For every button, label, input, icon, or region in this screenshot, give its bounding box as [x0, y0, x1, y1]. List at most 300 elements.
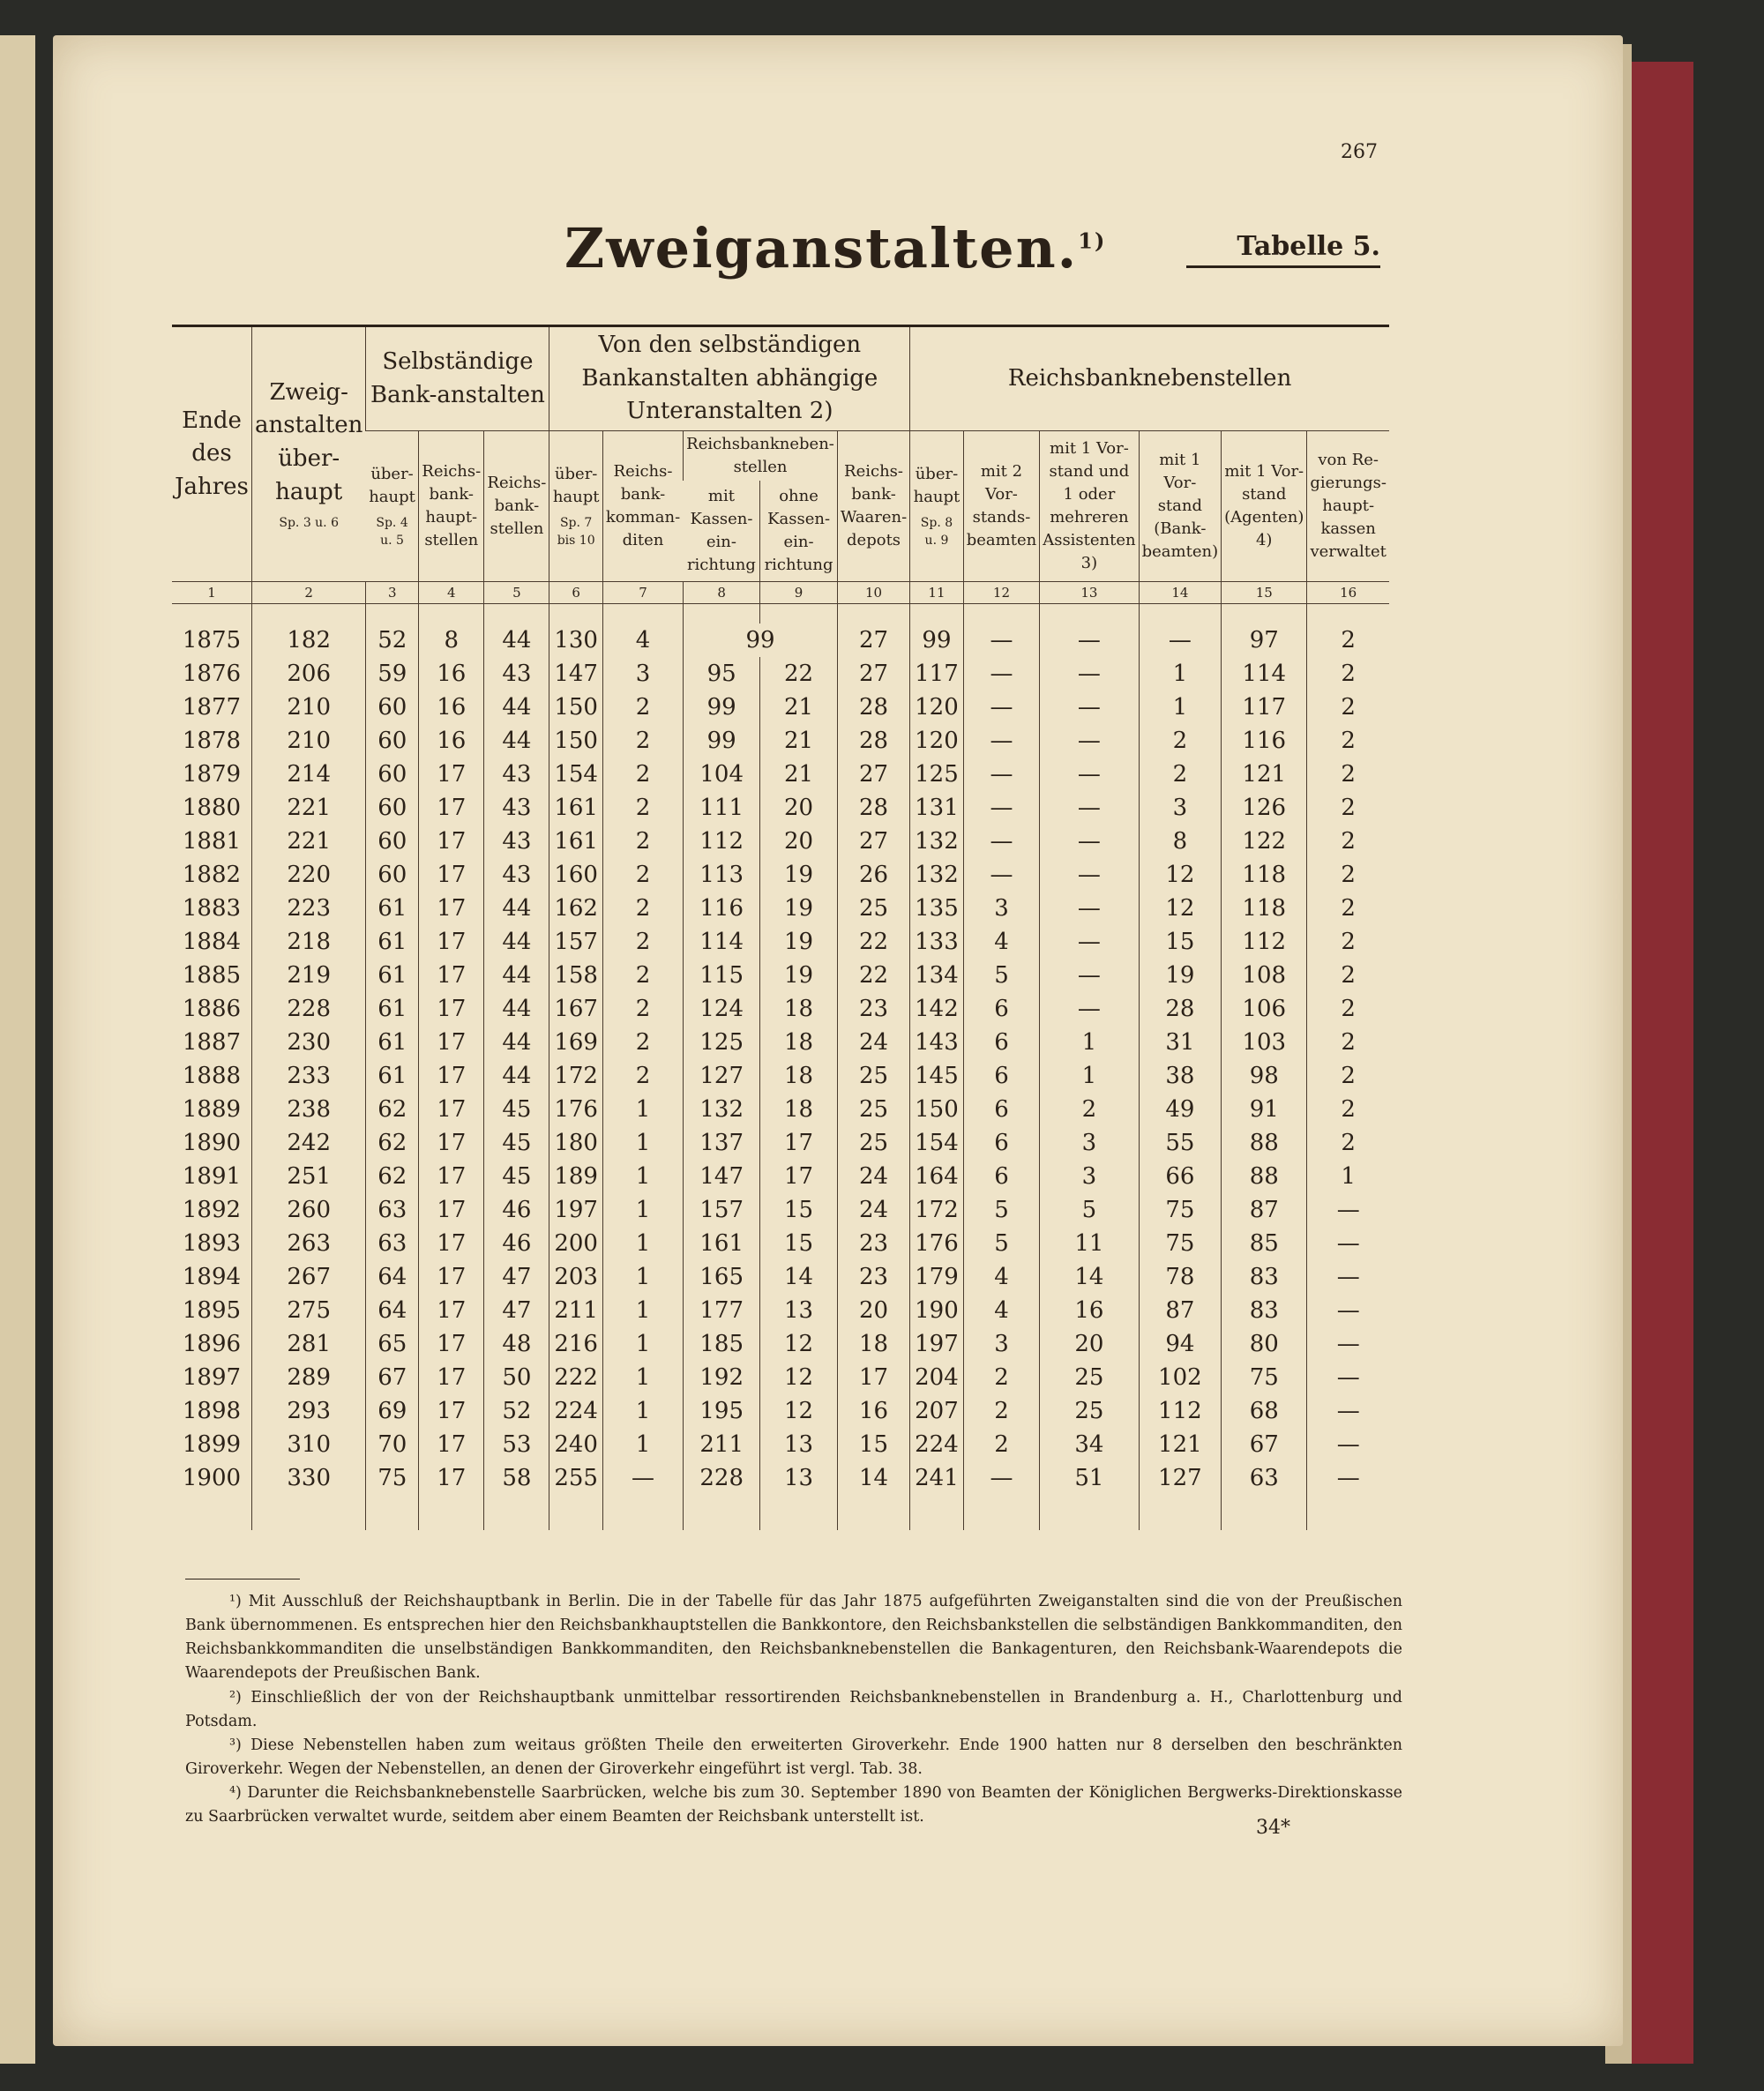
table-cell: 1 — [602, 1294, 683, 1327]
header-col5-label: Reichs-bank-stellen — [487, 474, 547, 539]
table-cell: 26 — [837, 858, 909, 892]
table-row — [172, 858, 1389, 892]
table-cell: 20 — [1040, 1327, 1139, 1361]
table-cell: 2 — [602, 892, 683, 925]
header-group-rbn-small-label: Reichsbankneben-stellen — [686, 435, 834, 477]
table-cell: 99 — [684, 624, 838, 657]
table-cell: 1884 — [182, 929, 242, 956]
spacer-cell — [1040, 604, 1139, 624]
table-cell: 1885 — [182, 962, 242, 989]
table-cell: 2 — [602, 825, 683, 858]
table-cell: 162 — [549, 892, 602, 925]
table-cell: 1 — [602, 1327, 683, 1361]
table-cell: 150 — [910, 1093, 964, 1126]
column-number: 16 — [1307, 582, 1389, 604]
column-number: 3 — [366, 582, 419, 604]
table-cell: 95 — [684, 657, 760, 691]
table-cell: 1886 — [182, 996, 242, 1023]
table-cell: 125 — [910, 758, 964, 791]
table-cell: 1883 — [182, 895, 242, 922]
table-cell: 62 — [366, 1160, 419, 1193]
table-cell: 3 — [1040, 1160, 1139, 1193]
header-col4-label: Reichs-bank-haupt-stellen — [422, 461, 482, 550]
header-group-rbn-small — [684, 431, 838, 482]
table-cell: 3 — [963, 1327, 1039, 1361]
table-cell: — — [1040, 624, 1139, 657]
table-cell: 12 — [760, 1361, 838, 1394]
table-cell: 22 — [760, 657, 838, 691]
table-cell: 2 — [1307, 825, 1389, 858]
table-row — [172, 1361, 1389, 1394]
table-cell: 5 — [1040, 1193, 1139, 1227]
table-cell: 64 — [366, 1294, 419, 1327]
table-cell: 2 — [1307, 1126, 1389, 1160]
table-row — [172, 1193, 1389, 1227]
table-cell: 180 — [549, 1126, 602, 1160]
table-cell: 91 — [1222, 1093, 1307, 1126]
table-cell: 17 — [760, 1126, 838, 1160]
table-cell: 18 — [760, 992, 838, 1026]
table-cell: 21 — [760, 724, 838, 758]
header-col16 — [1307, 431, 1389, 582]
table-cell: 1898 — [182, 1398, 242, 1425]
spacer-cell — [602, 604, 683, 624]
table-cell: 192 — [684, 1361, 760, 1394]
table-cell: 2 — [1139, 758, 1221, 791]
table-cell: 17 — [419, 1327, 484, 1361]
table-cell: 16 — [419, 657, 484, 691]
table-cell: 17 — [419, 1059, 484, 1093]
table-cell: 241 — [910, 1461, 964, 1495]
column-number: 10 — [837, 582, 909, 604]
header-col11 — [910, 431, 964, 582]
table-cell: 103 — [1222, 1026, 1307, 1059]
table-cell: 150 — [549, 724, 602, 758]
table-cell: 17 — [419, 992, 484, 1026]
table-cell: 132 — [910, 858, 964, 892]
table-cell: 122 — [1222, 825, 1307, 858]
table-cell: 49 — [1139, 1093, 1221, 1126]
table-cell: 70 — [366, 1428, 419, 1461]
table-cell: 13 — [760, 1428, 838, 1461]
table-cell: 97 — [1222, 624, 1307, 657]
table-cell: 14 — [760, 1260, 838, 1294]
table-cell: 44 — [484, 892, 549, 925]
table-cell: 88 — [1222, 1126, 1307, 1160]
table-cell: 263 — [251, 1227, 365, 1260]
table-cell: 43 — [484, 758, 549, 791]
table-cell: 5 — [963, 1193, 1039, 1227]
spacer-cell — [366, 604, 419, 624]
table-cell: 28 — [1139, 992, 1221, 1026]
spacer-cell — [549, 604, 602, 624]
table-cell: 1 — [602, 1394, 683, 1428]
table-cell: 228 — [684, 1461, 760, 1495]
table-cell: 17 — [837, 1361, 909, 1394]
column-number: 11 — [910, 582, 964, 604]
spacer-cell — [484, 1495, 549, 1530]
table-cell: 1 — [602, 1428, 683, 1461]
column-number: 8 — [684, 582, 760, 604]
header-col6-sp: Sp. 7 bis 10 — [557, 515, 595, 549]
table-cell: 2 — [963, 1361, 1039, 1394]
table-cell: — — [963, 691, 1039, 724]
table-cell: 16 — [837, 1394, 909, 1428]
header-col10-label: Reichs-bank-Waaren-depots — [840, 461, 908, 550]
table-cell: 69 — [366, 1394, 419, 1428]
table-cell: 118 — [1222, 892, 1307, 925]
table-cell: 293 — [251, 1394, 365, 1428]
table-cell: 124 — [684, 992, 760, 1026]
table-cell: 60 — [366, 858, 419, 892]
table-cell: — — [1040, 724, 1139, 758]
header-group-selbstaendig — [366, 326, 549, 431]
column-number: 6 — [549, 582, 602, 604]
table-cell: 44 — [484, 691, 549, 724]
table-cell: 44 — [484, 1026, 549, 1059]
table-cell: 2 — [1307, 858, 1389, 892]
table-cell: 66 — [1139, 1160, 1221, 1193]
table-cell: 242 — [251, 1126, 365, 1160]
table-cell: 17 — [419, 959, 484, 992]
table-cell: 52 — [484, 1394, 549, 1428]
table-cell: 147 — [684, 1160, 760, 1193]
table-cell: 18 — [760, 1093, 838, 1126]
table-cell: 1881 — [182, 828, 242, 855]
table-cell: 5 — [963, 959, 1039, 992]
table-cell: 15 — [760, 1193, 838, 1227]
table-cell: 160 — [549, 858, 602, 892]
table-cell: 21 — [760, 758, 838, 791]
table-cell: 114 — [1222, 657, 1307, 691]
table-cell: 121 — [1139, 1428, 1221, 1461]
table-cell: — — [963, 758, 1039, 791]
table-cell: 67 — [1222, 1428, 1307, 1461]
page-title — [564, 216, 1106, 280]
table-cell: 14 — [1040, 1260, 1139, 1294]
header-col4 — [419, 431, 484, 582]
header-group-nebenstellen-label: Reichsbanknebenstellen — [1007, 364, 1292, 392]
page-number: 267 — [1341, 141, 1378, 163]
table-row — [172, 724, 1389, 758]
table-cell: 17 — [419, 1193, 484, 1227]
table-cell: 281 — [251, 1327, 365, 1361]
table-cell: 126 — [1222, 791, 1307, 825]
table-cell: 125 — [684, 1026, 760, 1059]
footnote-2: ²) Einschließlich der von der Reichshauptbank unmittelbar ressortirenden Reichsbanknebenstellen in Brandenburg a. H., Charlottenburg und Potsdam. — [185, 1688, 1402, 1730]
table-cell: 19 — [760, 892, 838, 925]
table-cell: 52 — [366, 624, 419, 657]
table-cell: — — [1139, 624, 1221, 657]
table-row — [172, 825, 1389, 858]
header-total — [251, 326, 365, 582]
table-cell: 310 — [251, 1428, 365, 1461]
table-cell: 17 — [419, 1026, 484, 1059]
table-cell: 1894 — [182, 1264, 242, 1291]
table-cell: 1 — [602, 1260, 683, 1294]
header-col7-label: Reichs-bank-komman-diten — [605, 461, 681, 550]
footnote-1: ¹) Mit Ausschluß der Reichshauptbank in Berlin. Die in der Tabelle für das Jahr 1875 aufgeführten Zweiganstalten sind die von der Preußischen Bank übernommenen. Es entsprechen hier den Reichsbankhauptstellen die Bankkontore, den Reichsbankstellen die selbständigen Bankkommanditen, den Reichsbankkommanditen die unselbständigen Bankkommanditen, den Reichsbanknebenstellen die Bankagenturen, den Reichsbank-Waarendepots die Waarendepots der Preußischen Bank. — [185, 1593, 1402, 1683]
table-cell: 25 — [1040, 1394, 1139, 1428]
table-cell: 203 — [549, 1260, 602, 1294]
table-cell: 15 — [760, 1227, 838, 1260]
table-cell: 157 — [684, 1193, 760, 1227]
table-cell: — — [963, 858, 1039, 892]
table-cell: 27 — [837, 825, 909, 858]
table-cell: 120 — [910, 691, 964, 724]
table-cell: 2 — [602, 858, 683, 892]
table-cell: 150 — [549, 691, 602, 724]
footnotes — [185, 1579, 1402, 1829]
table-cell: 17 — [419, 825, 484, 858]
table-cell: 230 — [251, 1026, 365, 1059]
table-cell: 87 — [1222, 1193, 1307, 1227]
spacer-cell — [1222, 604, 1307, 624]
table-cell: 17 — [419, 1394, 484, 1428]
table-cell: — — [963, 825, 1039, 858]
table-cell: 4 — [602, 624, 683, 657]
table-row — [172, 791, 1389, 825]
table-cell: 210 — [251, 691, 365, 724]
table-cell: 118 — [1222, 858, 1307, 892]
table-cell: 1890 — [182, 1130, 242, 1157]
table-cell: 45 — [484, 1093, 549, 1126]
table-row — [172, 959, 1389, 992]
table-cell: 1 — [1139, 657, 1221, 691]
table-cell: 207 — [910, 1394, 964, 1428]
table-cell: 214 — [251, 758, 365, 791]
table-cell: — — [1307, 1461, 1389, 1495]
table-cell: 164 — [910, 1160, 964, 1193]
table-cell: 60 — [366, 691, 419, 724]
table-cell: 1875 — [182, 627, 242, 654]
table-cell: 167 — [549, 992, 602, 1026]
spacer-cell — [1307, 604, 1389, 624]
table-cell: 1 — [602, 1227, 683, 1260]
table-cell: — — [1040, 657, 1139, 691]
table-cell: 185 — [684, 1327, 760, 1361]
table-cell: 63 — [366, 1227, 419, 1260]
spacer-cell — [172, 1495, 251, 1530]
table-cell: — — [1307, 1394, 1389, 1428]
table-cell: 61 — [366, 892, 419, 925]
table-cell: 117 — [1222, 691, 1307, 724]
spacer-cell — [760, 1495, 838, 1530]
table-row — [172, 758, 1389, 791]
spacer-cell — [963, 604, 1039, 624]
table-cell: 27 — [837, 758, 909, 791]
table-cell: 190 — [910, 1294, 964, 1327]
table-cell: 44 — [484, 925, 549, 959]
table-cell: 147 — [549, 657, 602, 691]
spacer-cell — [684, 1495, 760, 1530]
table-cell: 2 — [963, 1394, 1039, 1428]
table-cell: 16 — [1040, 1294, 1139, 1327]
footnote-3: ³) Diese Nebenstellen haben zum weitaus größten Theile den erweiterten Giroverkehr. Ende 1900 hatten nur 8 derselben den beschränkten Giroverkehr. Wegen der Nebenstellen, an denen der Giroverkehr eingeführt ist vergl. Tab. 38. — [185, 1736, 1402, 1778]
table-cell: 78 — [1139, 1260, 1221, 1294]
spacer-cell — [837, 1495, 909, 1530]
table-cell: 117 — [910, 657, 964, 691]
table-cell: 112 — [1222, 925, 1307, 959]
table-cell: 1891 — [182, 1163, 242, 1191]
table-cell: 3 — [1139, 791, 1221, 825]
table-row — [172, 1327, 1389, 1361]
table-cell: 133 — [910, 925, 964, 959]
header-col12 — [963, 431, 1039, 582]
table-cell: 23 — [837, 1260, 909, 1294]
table-cell: 112 — [1139, 1394, 1221, 1428]
spacer-cell — [837, 604, 909, 624]
table-cell: 11 — [1040, 1227, 1139, 1260]
table-cell: 1 — [1307, 1160, 1389, 1193]
table-cell: 1887 — [182, 1029, 242, 1057]
table-cell: — — [1040, 691, 1139, 724]
table-cell: 176 — [549, 1093, 602, 1126]
table-cell: 2 — [1307, 1026, 1389, 1059]
table-cell: 17 — [419, 858, 484, 892]
table-cell: 6 — [963, 1160, 1039, 1193]
table-cell: 6 — [963, 992, 1039, 1026]
table-cell: 1897 — [182, 1364, 242, 1392]
table-cell: 19 — [760, 925, 838, 959]
table-cell: — — [1307, 1193, 1389, 1227]
table-cell: 18 — [760, 1026, 838, 1059]
header-col11-sp: Sp. 8 u. 9 — [920, 515, 953, 549]
table-row — [172, 1026, 1389, 1059]
table-cell: — — [1040, 825, 1139, 858]
table-cell: 177 — [684, 1294, 760, 1327]
table-cell: 255 — [549, 1461, 602, 1495]
table-cell: 142 — [910, 992, 964, 1026]
title-text: Zweiganstalten. — [564, 216, 1079, 280]
spacer-cell — [684, 604, 760, 624]
table-cell: 2 — [1307, 724, 1389, 758]
table-cell: 127 — [684, 1059, 760, 1093]
table-cell: 43 — [484, 858, 549, 892]
left-page-edge — [0, 35, 35, 2064]
table-cell: 127 — [1139, 1461, 1221, 1495]
table-row — [172, 1294, 1389, 1327]
header-col15-label: mit 1 Vor-stand (Agenten) 4) — [1224, 461, 1304, 550]
table-row — [172, 1461, 1389, 1495]
table-cell: 20 — [760, 825, 838, 858]
header-col10 — [837, 431, 909, 582]
spacer-row — [172, 1495, 1389, 1530]
table-cell: 60 — [366, 825, 419, 858]
column-number: 4 — [419, 582, 484, 604]
table-cell: 112 — [684, 825, 760, 858]
table-cell: 62 — [366, 1126, 419, 1160]
table-cell: 48 — [484, 1327, 549, 1361]
table-cell: 60 — [366, 758, 419, 791]
header-group-abhaengig — [549, 326, 910, 431]
table-cell: 1900 — [182, 1465, 242, 1492]
table-cell: 275 — [251, 1294, 365, 1327]
column-number: 7 — [602, 582, 683, 604]
table-cell: 58 — [484, 1461, 549, 1495]
table-cell: — — [1040, 858, 1139, 892]
table-cell: 114 — [684, 925, 760, 959]
column-number: 2 — [251, 582, 365, 604]
table-cell: 189 — [549, 1160, 602, 1193]
table-cell: 179 — [910, 1260, 964, 1294]
table-cell: 75 — [1139, 1227, 1221, 1260]
table-cell: 4 — [963, 1294, 1039, 1327]
table-cell: 17 — [419, 758, 484, 791]
header-col11-label: über-haupt — [913, 464, 960, 506]
table-cell: 3 — [602, 657, 683, 691]
table-label: Tabelle 5. — [1186, 231, 1380, 268]
table-cell: 161 — [549, 791, 602, 825]
table-cell: 17 — [419, 1428, 484, 1461]
table-cell: — — [963, 724, 1039, 758]
header-col3 — [366, 431, 419, 582]
table-cell: 121 — [1222, 758, 1307, 791]
table-cell: 34 — [1040, 1428, 1139, 1461]
table-cell: 182 — [251, 624, 365, 657]
table-cell: 17 — [419, 1260, 484, 1294]
table-cell: 38 — [1139, 1059, 1221, 1093]
table-cell: 2 — [1307, 691, 1389, 724]
table-cell: 83 — [1222, 1294, 1307, 1327]
table-cell: 1889 — [182, 1096, 242, 1124]
spacer-cell — [172, 604, 251, 624]
header-col8 — [684, 481, 760, 582]
table-cell: 145 — [910, 1059, 964, 1093]
table-cell: 131 — [910, 791, 964, 825]
table-cell: — — [1307, 1260, 1389, 1294]
spacer-cell — [1139, 604, 1221, 624]
book-spine-edge — [1623, 62, 1693, 2064]
table-cell: 111 — [684, 791, 760, 825]
table-cell: 134 — [910, 959, 964, 992]
spacer-cell — [963, 1495, 1039, 1530]
column-number: 1 — [172, 582, 251, 604]
table-cell: 23 — [837, 992, 909, 1026]
table-cell: — — [1307, 1294, 1389, 1327]
table-cell: 2 — [602, 724, 683, 758]
table-cell: 224 — [910, 1428, 964, 1461]
table-cell: 2 — [1307, 892, 1389, 925]
table-cell: 80 — [1222, 1327, 1307, 1361]
table-cell: 65 — [366, 1327, 419, 1361]
table-cell: 108 — [1222, 959, 1307, 992]
table-cell: 1895 — [182, 1297, 242, 1325]
table-cell: 2 — [602, 1059, 683, 1093]
table-cell: 195 — [684, 1394, 760, 1428]
table-cell: 98 — [1222, 1059, 1307, 1093]
spacer-cell — [602, 1495, 683, 1530]
table-cell: 64 — [366, 1260, 419, 1294]
table-cell: 46 — [484, 1193, 549, 1227]
table-cell: 13 — [760, 1294, 838, 1327]
table-cell: 28 — [837, 791, 909, 825]
table-cell: 22 — [837, 959, 909, 992]
table-cell: 2 — [1307, 992, 1389, 1026]
table-cell: 2 — [602, 691, 683, 724]
table-cell: 17 — [419, 1093, 484, 1126]
table-cell: 8 — [419, 624, 484, 657]
table-cell: 87 — [1139, 1294, 1221, 1327]
table-cell: 240 — [549, 1428, 602, 1461]
table-cell: 61 — [366, 1059, 419, 1093]
table-cell: 221 — [251, 791, 365, 825]
spacer-cell — [366, 1495, 419, 1530]
table-row — [172, 624, 1389, 657]
spacer-cell — [484, 604, 549, 624]
table-cell: 1 — [602, 1093, 683, 1126]
table-cell: 19 — [760, 959, 838, 992]
